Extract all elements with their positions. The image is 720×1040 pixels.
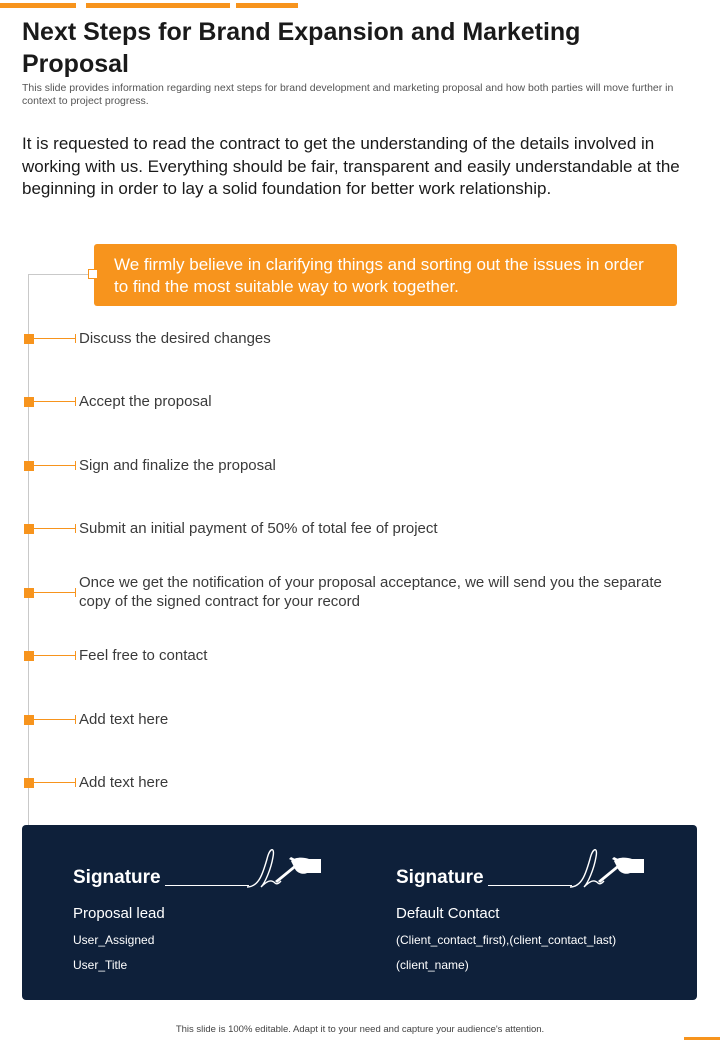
step-marker	[24, 524, 34, 534]
page-subtitle: This slide provides information regarding next steps for brand development and marketing proposal and how both parties will move further in context to project progress.	[22, 82, 674, 107]
signature-role: Proposal lead	[73, 905, 165, 922]
timeline-connector	[28, 274, 88, 275]
step-text: Submit an initial payment of 50% of total fee of project	[79, 520, 438, 537]
page-title: Next Steps for Brand Expansion and Marketing Proposal	[22, 18, 581, 78]
signature-field-client: (client_name)	[396, 958, 469, 972]
callout-connector-square	[88, 269, 98, 279]
step-connector-end	[75, 715, 76, 724]
signature-line	[165, 885, 249, 886]
signature-role: Default Contact	[396, 905, 500, 922]
signature-title: Signature	[73, 867, 161, 888]
step-marker	[24, 588, 34, 598]
step-connector-end	[75, 397, 76, 406]
step-connector-end	[75, 778, 76, 787]
step-marker	[24, 778, 34, 788]
top-accent-bar-3	[236, 3, 298, 8]
step-text: Discuss the desired changes	[79, 330, 271, 347]
signature-line	[488, 885, 572, 886]
step-connector-end	[75, 524, 76, 533]
step-marker	[24, 651, 34, 661]
signature-panel	[22, 825, 697, 1000]
top-accent-bar-1	[0, 3, 76, 8]
step-text: Feel free to contact	[79, 647, 208, 664]
signature-field-name: (Client_contact_first),(client_contact_last)	[396, 933, 617, 947]
step-connector	[34, 528, 76, 529]
top-accent-bar-2	[86, 3, 230, 8]
step-marker	[24, 397, 34, 407]
step-marker	[24, 334, 34, 344]
step-connector-end	[75, 588, 76, 597]
step-connector	[34, 338, 76, 339]
step-text: Add text here	[79, 711, 169, 728]
step-text: Once we get the notification of your proposal acceptance, we will send you the separate copy of the signed contract for your record	[79, 574, 662, 610]
callout-box	[94, 244, 677, 306]
signature-field-name: User_Assigned	[73, 933, 155, 947]
signature-field-title: User_Title	[73, 958, 128, 972]
step-text: Sign and finalize the proposal	[79, 457, 276, 474]
step-text: Add text here	[79, 774, 169, 791]
step-connector	[34, 592, 76, 593]
step-marker	[24, 461, 34, 471]
signature-pen-icon	[568, 843, 644, 891]
signature-block-proposal-lead	[73, 825, 373, 1000]
step-connector	[34, 401, 76, 402]
callout-text: We firmly believe in clarifying things and sorting out the issues in order to find the most suitable way to work together.	[114, 255, 644, 296]
step-connector	[34, 465, 76, 466]
step-connector	[34, 655, 76, 656]
step-text: Accept the proposal	[79, 393, 212, 410]
step-connector	[34, 719, 76, 720]
signature-title: Signature	[396, 867, 484, 888]
footer-note: This slide is 100% editable. Adapt it to your need and capture your audience's attention.	[175, 1024, 545, 1035]
step-connector-end	[75, 461, 76, 470]
step-connector-end	[75, 651, 76, 660]
step-connector	[34, 782, 76, 783]
signature-pen-icon	[245, 843, 321, 891]
signature-block-default-contact	[396, 825, 696, 1000]
intro-paragraph: It is requested to read the contract to get the understanding of the details involved in working with us. Everything should be fair, transparent and easily understandable at the beginning in order to lay a solid foundation for better work relationship.	[22, 134, 680, 198]
step-connector-end	[75, 334, 76, 343]
step-marker	[24, 715, 34, 725]
